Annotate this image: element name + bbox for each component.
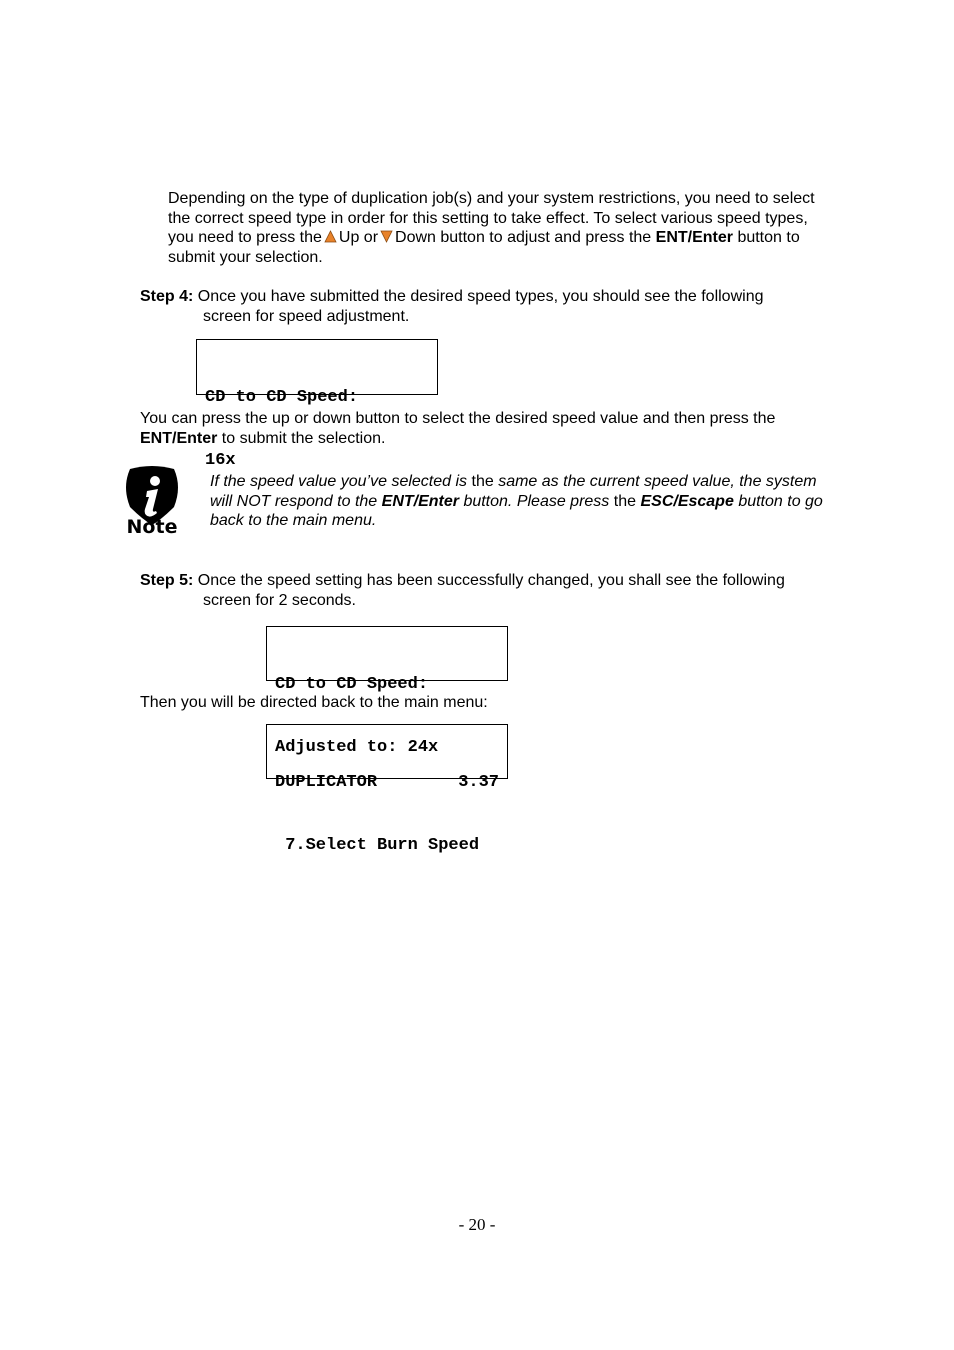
down-arrow-icon <box>380 230 393 243</box>
lcd-row <box>275 772 499 793</box>
note-text-italic: button to go back to the main menu. <box>210 492 823 530</box>
note-icon-label: Note <box>126 516 178 538</box>
step-5 <box>140 571 840 610</box>
note-text-italic: same as the current speed value, the system will NOT respond to the <box>210 473 817 510</box>
lcd-row: 7.Select Burn Speed <box>275 836 480 855</box>
note-text-italic: If the speed value you’ve selected is <box>210 473 468 490</box>
page-number: - 20 - <box>458 1215 496 1234</box>
escape-key-label: ESC/Escape <box>640 492 734 510</box>
enter-key-label: ENT/Enter <box>140 429 218 447</box>
step-4-label: Step 4: <box>140 288 194 305</box>
down-label: Down button to adjust and press the <box>395 229 652 247</box>
note-icon <box>122 465 182 541</box>
note-text-regular: the <box>471 473 494 490</box>
paragraph-text: Then you will be directed back to the main menu: <box>140 694 488 711</box>
step-4-line1: Once you have submitted the desired speed types, you should see the following <box>197 288 764 305</box>
intro-text: Depending on the type of duplication job(s) and your system restrictions, you need to select the correct speed type in order for this setting to take effect. To select various speed types, you need to press the <box>168 190 815 247</box>
step-4-line2: screen for speed adjustment. <box>203 307 410 325</box>
paragraph-text: You can press the up or down button to select the desired speed value and then press the <box>140 410 776 427</box>
note-text-regular: the <box>613 492 637 510</box>
lcd-row: CD to CD Speed: <box>205 388 359 407</box>
intro-paragraph <box>168 189 828 267</box>
select-speed-paragraph <box>140 409 840 448</box>
step-5-line2: screen for 2 seconds. <box>203 591 356 609</box>
main-menu-paragraph <box>140 693 840 713</box>
enter-key-label: ENT/Enter <box>655 229 733 247</box>
step-5-label: Step 5: <box>140 572 194 589</box>
paragraph-text-end: to submit the selection. <box>221 429 386 447</box>
note-text <box>210 472 840 531</box>
up-label: Up or <box>338 229 379 247</box>
enter-key-label: ENT/Enter <box>381 492 459 510</box>
lcd-row: CD to CD Speed: <box>275 675 429 694</box>
lcd-row: Adjusted to: 24x <box>275 738 439 757</box>
lcd-screen-main-menu <box>266 724 508 855</box>
note-text-italic: button. Please press <box>463 492 610 510</box>
lcd-title: DUPLICATOR <box>275 773 378 792</box>
lcd-row: 16x <box>205 451 236 470</box>
up-arrow-icon <box>324 230 337 243</box>
lcd-version: 3.37 <box>458 773 499 792</box>
step-4 <box>140 287 840 326</box>
intro-end: button to submit your selection. <box>168 229 800 266</box>
step-5-line1: Once the speed setting has been successfully changed, you shall see the following <box>197 572 785 589</box>
